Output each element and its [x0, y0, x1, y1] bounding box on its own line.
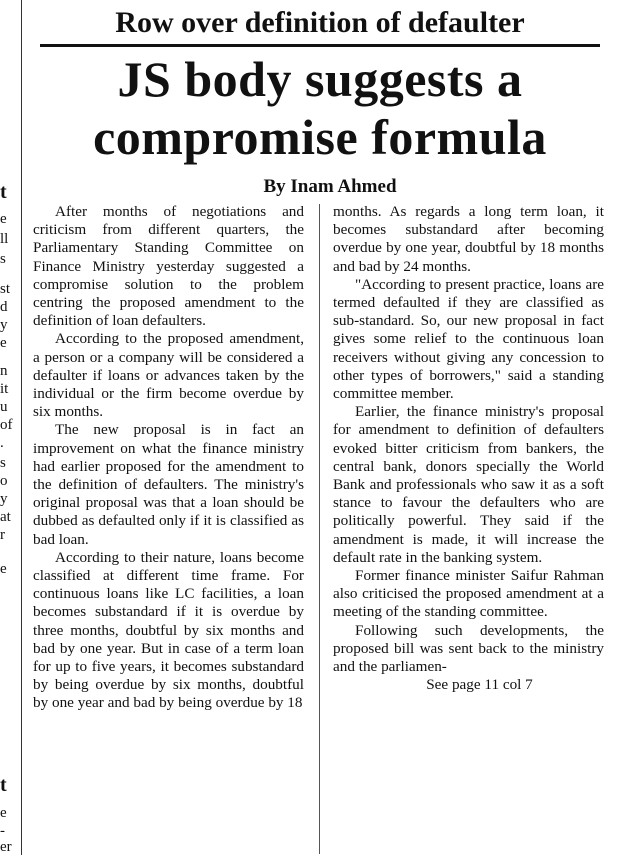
paragraph: months. As regards a long term loan, it becomes substandard after becoming overdue by one year, doubtful by 18 months and bad by 24 months.	[333, 203, 604, 275]
column-divider	[319, 204, 320, 854]
paragraph: Earlier, the finance ministry's proposal for amendment to definition of defaulters evoked bitter criticism from bankers, the central bank, donors specially the World Bank and professionals who saw it as a soft stance to favour the defaulters who are politically powerful. They said if the amendment is made, it will increase the default rate in the banking system.	[333, 403, 604, 566]
paragraph: The new proposal is in fact an improvement on what the finance ministry had earlier proposed for the amendment to the definition of defaulters. The ministry's original proposal was that a loan should be dubbed as defaulted only if it is classified as bad loan.	[33, 421, 304, 548]
edge-fragment: y	[0, 491, 8, 507]
edge-fragment: u	[0, 399, 8, 415]
paragraph: Following such developments, the proposed bill was sent back to the ministry and the parliamen-	[333, 621, 604, 676]
paragraph: Former finance minister Saifur Rahman also criticised the proposed amendment at a meeting of the standing committee.	[333, 567, 604, 621]
edge-fragment: at	[0, 509, 11, 525]
edge-fragment: e	[0, 805, 7, 821]
paragraph: According to the proposed amendment, a person or a company will be considered a defaulter if loans or advances taken by the individual or the firm become overdue by six months.	[33, 330, 304, 421]
kicker-rule	[40, 44, 600, 47]
edge-fragment: .	[0, 435, 4, 451]
edge-fragment: e	[0, 561, 7, 577]
edge-fragment: of	[0, 417, 13, 433]
adjacent-column-fragment	[0, 0, 22, 855]
edge-fragment: s	[0, 251, 6, 267]
edge-fragment: -	[0, 823, 5, 839]
edge-fragment: st	[0, 281, 11, 297]
edge-fragment: ll	[0, 231, 9, 247]
paragraph: According to their nature, loans become classified at different time frame. For continuous loans like LC facilities, a loan becomes substandard if it is overdue by three months, doubtful by six months and bad by one year. But in case of a term loan for up to five years, it becomes substandard by being overdue by six months, doubtful by one year and bad by being overdue by 18	[33, 548, 304, 712]
edge-fragment: y	[0, 317, 8, 333]
column-rule	[21, 0, 22, 855]
edge-fragment: d	[0, 299, 8, 315]
edge-fragment: e	[0, 335, 7, 351]
edge-fragment: o	[0, 473, 8, 489]
edge-fragment: it	[0, 381, 9, 397]
kicker-headline: Row over definition of defaulter	[115, 6, 525, 39]
main-headline: JS body suggests a compromise formula	[93, 51, 547, 165]
paragraph: After months of negotiations and criticism from different quarters, the Parliamentary Standing Committee on Finance Ministry yesterday suggested a compromise solution to the problem centring the proposed amendment to the definition of loan defaulters.	[33, 203, 304, 330]
continuation-note[interactable]: See page 11 col 7	[426, 676, 533, 694]
article-column-2	[333, 203, 604, 694]
edge-fragment: s	[0, 455, 6, 471]
edge-fragment: t	[0, 774, 7, 796]
edge-fragment: r	[0, 527, 5, 543]
edge-fragment: n	[0, 363, 8, 379]
edge-fragment: t	[0, 181, 7, 203]
edge-fragment: e	[0, 211, 7, 227]
byline: By Inam Ahmed	[263, 176, 397, 197]
article-column-1	[33, 203, 304, 713]
paragraph: "According to present practice, loans are termed defaulted if they are classified as sub-standard. So, our new proposal in fact gives some relief to the continuous loan receivers without giving any concession to other types of borrowers," said a standing committee member.	[333, 275, 604, 403]
edge-fragment: er	[0, 839, 12, 855]
